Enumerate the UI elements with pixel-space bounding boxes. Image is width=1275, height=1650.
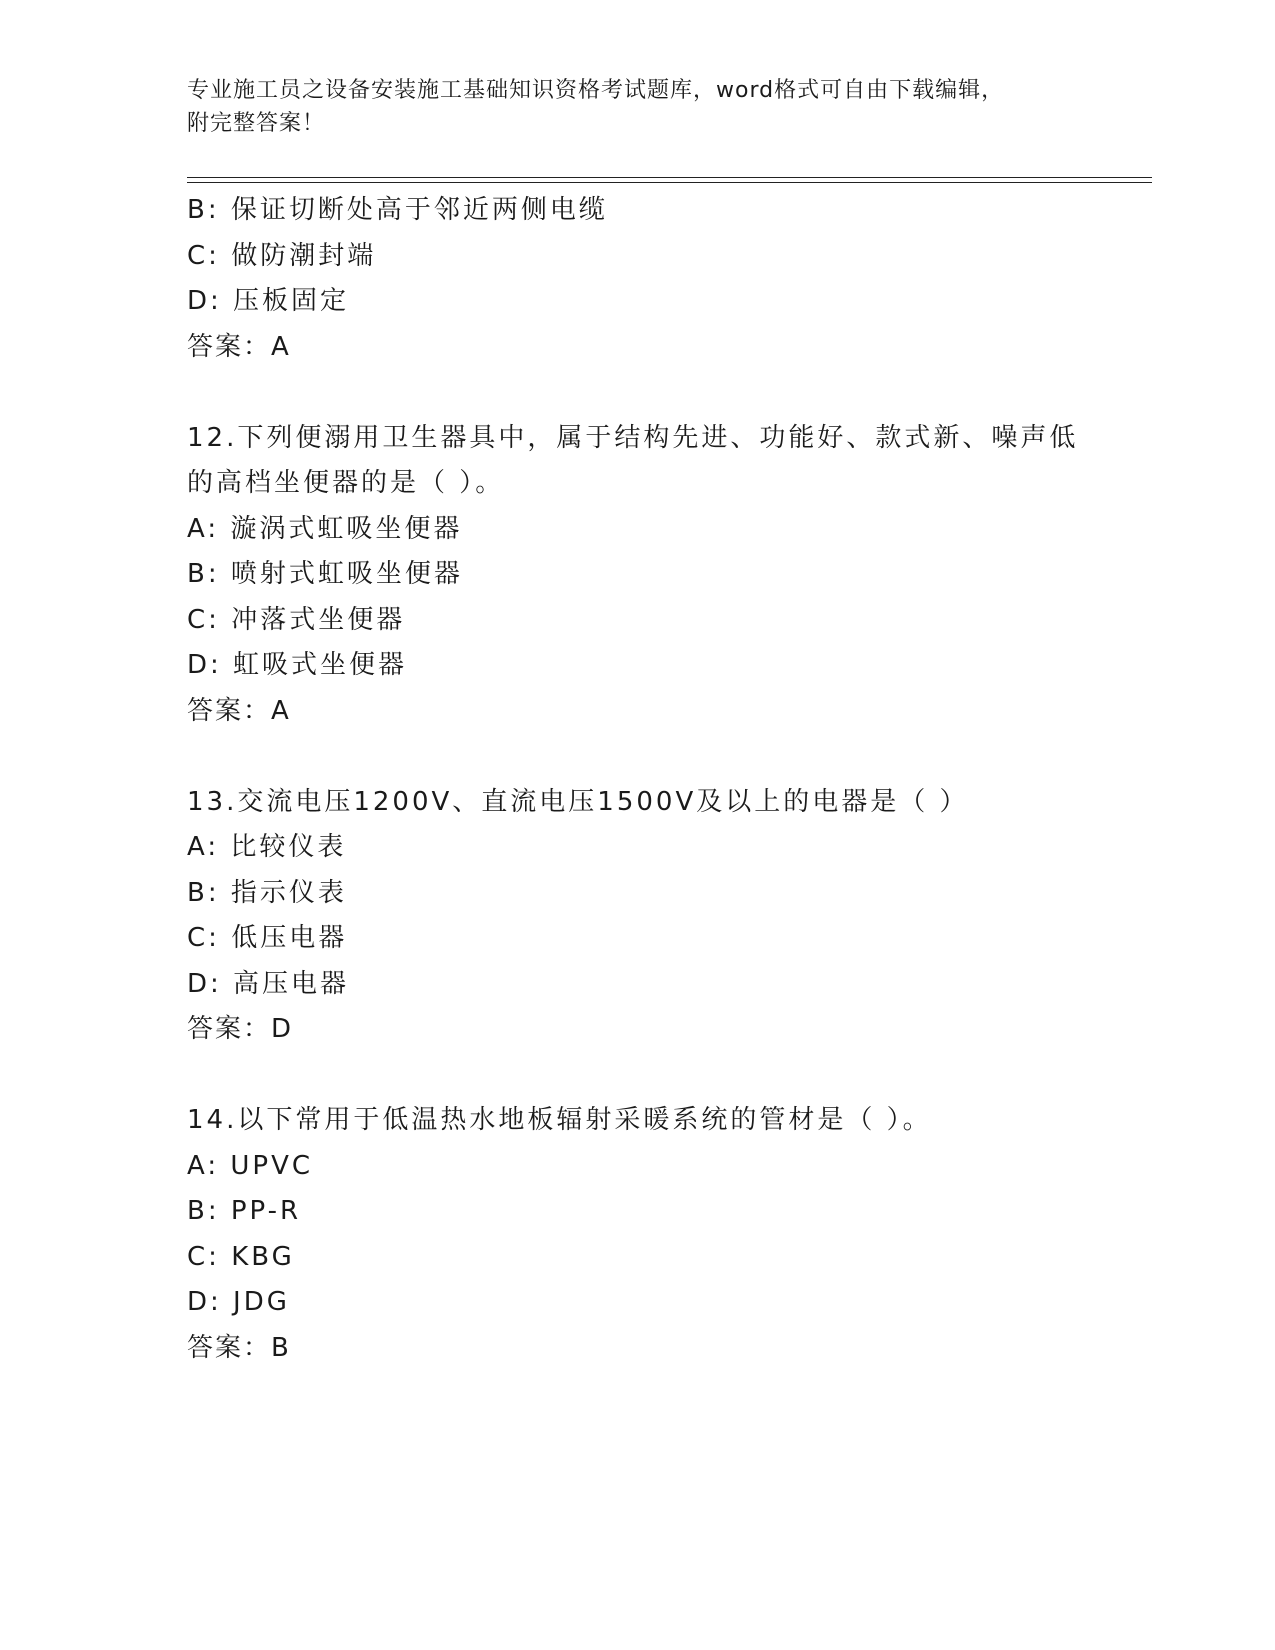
answer-value: D xyxy=(271,1014,294,1044)
question-list xyxy=(187,188,1087,1371)
option-d: D: 高压电器 xyxy=(187,968,350,999)
question-13 xyxy=(187,780,1087,1053)
option-c: C: 冲落式坐便器 xyxy=(187,604,406,635)
option-a: A: 漩涡式虹吸坐便器 xyxy=(187,513,463,544)
question-stem-continued: 的高档坐便器的是（ ）。 xyxy=(187,468,505,498)
answer: 答案：A xyxy=(187,331,291,362)
document-header xyxy=(187,74,1067,140)
option-a: A: 比较仪表 xyxy=(187,832,347,862)
question-11 xyxy=(187,188,1087,370)
answer: 答案：B xyxy=(187,1332,291,1363)
answer: 答案：A xyxy=(187,695,291,726)
option-d: D: 压板固定 xyxy=(187,286,350,316)
header-rule-top xyxy=(187,177,1152,178)
question-stem: 14.以下常用于低温热水地板辐射采暖系统的管材是（ ）。 xyxy=(187,1105,932,1135)
question-14 xyxy=(187,1098,1087,1371)
option-c: C: KBG xyxy=(187,1241,295,1272)
option-c: C: 低压电器 xyxy=(187,923,348,953)
question-stem: 13.交流电压1200V、直流电压1500V及以上的电器是（ ） xyxy=(187,786,969,817)
answer: 答案：D xyxy=(187,1014,294,1044)
question-12 xyxy=(187,416,1087,735)
header-line-1: 专业施工员之设备安装施工基础知识资格考试题库，word格式可自由下载编辑， xyxy=(187,78,1005,103)
option-a: A: UPVC xyxy=(187,1150,314,1181)
header-line-2: 附完整答案！ xyxy=(187,111,326,136)
option-b: B: 指示仪表 xyxy=(187,877,347,908)
answer-value: B xyxy=(271,1332,291,1363)
option-d: D: JDG xyxy=(187,1287,290,1317)
option-c: C: 做防潮封端 xyxy=(187,240,377,271)
option-b: B: PP-R xyxy=(187,1196,302,1226)
answer-value: A xyxy=(271,695,291,726)
option-b: B: 保证切断处高于邻近两侧电缆 xyxy=(187,195,608,225)
option-d: D: 虹吸式坐便器 xyxy=(187,650,408,680)
option-b: B: 喷射式虹吸坐便器 xyxy=(187,559,463,589)
answer-value: A xyxy=(271,331,291,362)
header-rule-bottom xyxy=(187,182,1152,183)
question-stem: 12.下列便溺用卫生器具中，属于结构先进、功能好、款式新、噪声低 xyxy=(187,422,1079,453)
